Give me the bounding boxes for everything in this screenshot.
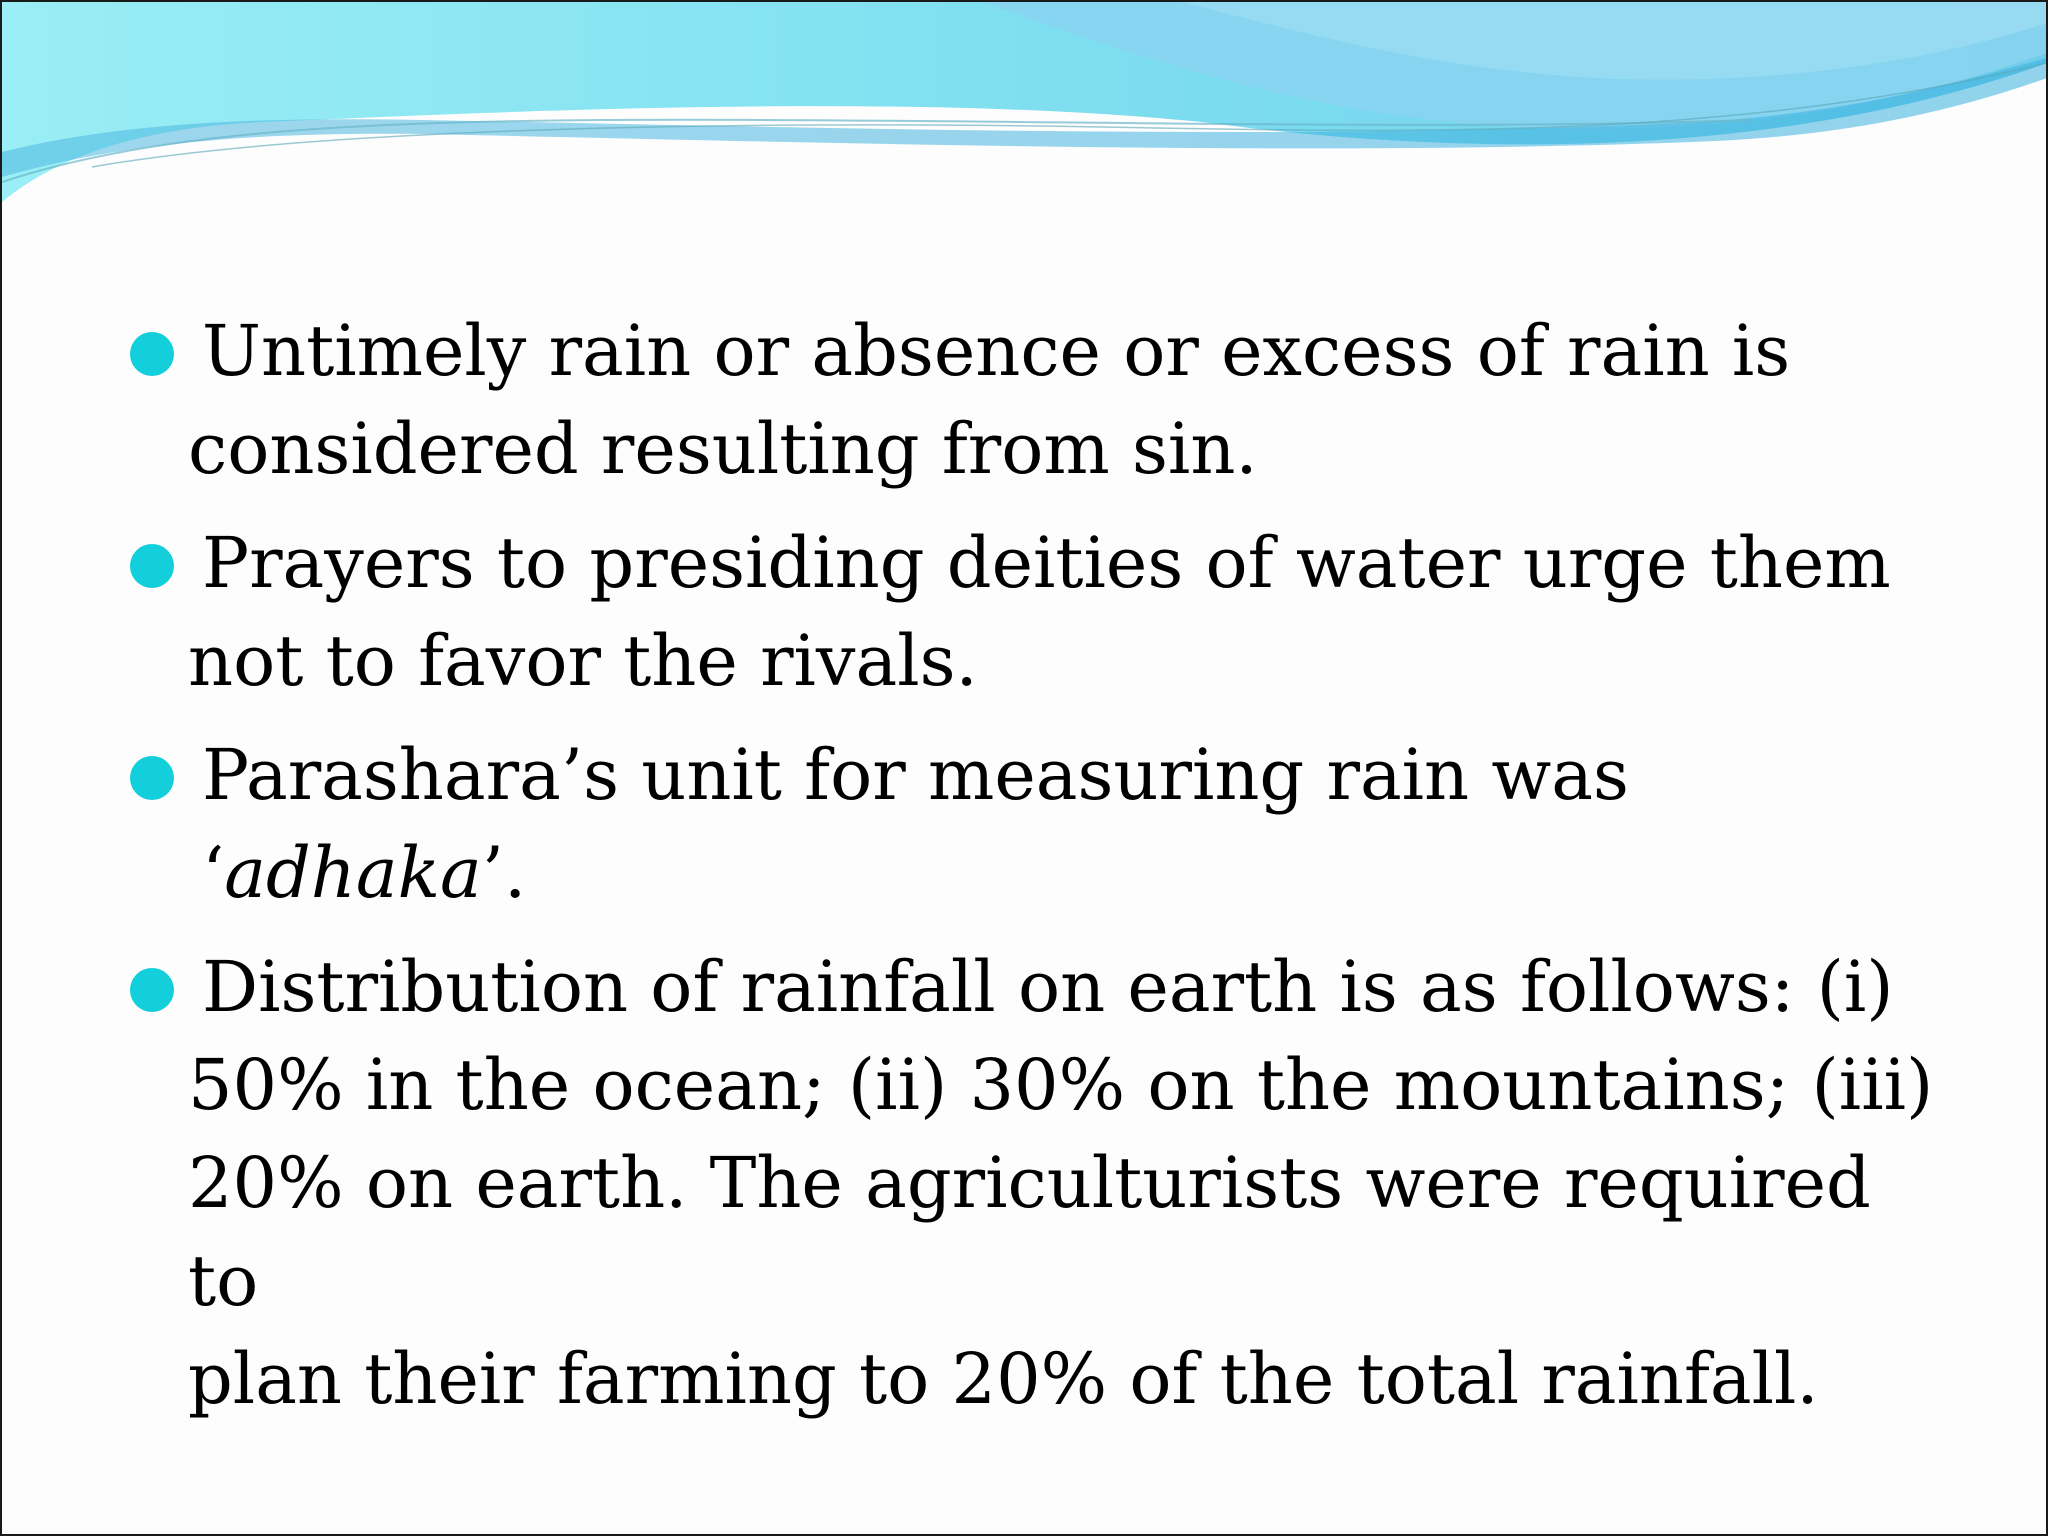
bullet-text-line: 50% in the ocean; (ii) 30% on the mountains; (iii) [188,1044,1934,1126]
bullet-text-line: Distribution of rainfall on earth is as follows: (i) [202,946,1894,1028]
bullet-text-line: not to favor the rivals. [188,620,978,702]
bullet-dot-icon [130,968,174,1012]
list-item [130,302,1950,498]
list-item [130,938,1950,1428]
bullet-text-line: Prayers to presiding deities of water urge them [202,522,1891,604]
bullet-dot-icon [130,332,174,376]
bullet-text-line: 20% on earth. The agriculturists were required to [188,1142,1871,1322]
bullet-text-segment: Parashara’s unit for measuring rain was ‘ [202,734,1629,914]
decorative-wave-banner [2,2,2048,242]
bullet-text-italic-term: adhaka [224,832,482,914]
bullet-list [130,302,1950,1444]
list-item [130,514,1950,710]
bullet-text-line: plan their farming to 20% of the total rainfall. [188,1338,1819,1420]
bullet-text-line: Untimely rain or absence or excess of rain is [202,310,1791,392]
bullet-text-segment: ’. [481,832,527,914]
list-item [130,726,1950,922]
bullet-dot-icon [130,756,174,800]
bullet-dot-icon [130,544,174,588]
bullet-text-line: considered resulting from sin. [188,408,1258,490]
